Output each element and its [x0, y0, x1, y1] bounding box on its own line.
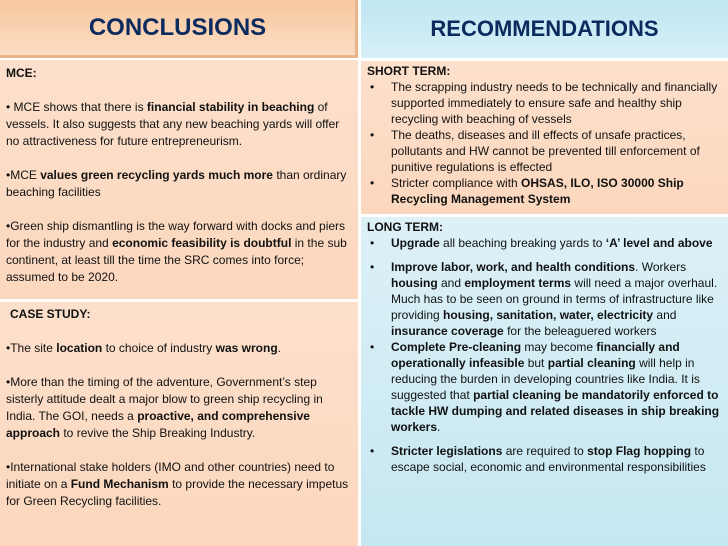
- conclusions-title: CONCLUSIONS: [88, 13, 267, 41]
- list-item: [367, 235, 722, 251]
- recommendations-header: [361, 0, 728, 58]
- case-study-panel: [0, 302, 358, 546]
- long-term-title: LONG TERM:: [367, 220, 443, 234]
- text: .: [437, 420, 441, 434]
- mce-point-2: [6, 167, 352, 201]
- text: will need a major overhaul. Much has to be seen on ground in terms of infrastructure like providing: [391, 276, 718, 322]
- emphasis: Stricter legislations: [391, 444, 503, 458]
- list-item: [367, 259, 722, 339]
- mce-title: MCE:: [6, 66, 37, 80]
- list-item: [367, 79, 722, 127]
- text: for the beleaguered workers: [503, 324, 657, 338]
- list-item: [367, 443, 722, 475]
- text: to provide the necessary impetus for Green Recycling facilities.: [6, 477, 349, 508]
- emphasis: Fund Mechanism: [70, 477, 169, 491]
- text: Stricter compliance with: [391, 176, 522, 190]
- list-item: [367, 175, 722, 207]
- text: . Workers: [635, 260, 687, 274]
- recommendations-title: RECOMMENDATIONS: [430, 16, 659, 41]
- text: to revive the Ship Breaking Industry.: [60, 426, 256, 440]
- emphasis: OHSAS, ILO, ISO 30000 Ship Recycling Management System: [391, 176, 684, 206]
- emphasis: housing, sanitation, water, electricity: [443, 308, 654, 322]
- text: of vessels. It also suggests that any new beaching yards will offer no attractiveness for future entrepreneurism.: [6, 100, 340, 148]
- case-point-2: [6, 374, 352, 442]
- long-term-panel: [361, 217, 728, 546]
- text: • MCE shows that there is: [6, 100, 147, 114]
- bullet: •: [370, 176, 375, 190]
- text: •The site: [6, 341, 57, 355]
- bullet: •: [370, 444, 375, 458]
- emphasis: employment terms: [464, 276, 572, 290]
- emphasis: partial cleaning: [547, 356, 636, 370]
- text: all beaching breaking yards to: [439, 236, 606, 250]
- emphasis: ‘A’ level and above: [605, 236, 713, 250]
- case-study-title: CASE STUDY:: [10, 307, 91, 321]
- emphasis: partial cleaning be mandatorily enforced to tackle HW dumping and related diseases in ship breaking workers: [391, 388, 720, 434]
- emphasis: values green recycling yards much more: [40, 168, 273, 182]
- bullet: •: [370, 340, 375, 354]
- emphasis: stop Flag hopping: [587, 444, 692, 458]
- emphasis: Upgrade: [391, 236, 440, 250]
- short-term-list: [367, 79, 722, 207]
- case-point-3: [6, 459, 352, 510]
- text: to escape social, economic and environmental responsibilities: [391, 444, 706, 474]
- mce-point-3: [6, 218, 352, 286]
- text: •More than the timing of the adventure, Government’s step sisterly attitude dealt a major blow to green ship recycling in India. The GOI, needs a: [6, 375, 323, 423]
- text: •Green ship dismantling is the way forward with docks and piers for the industry and: [6, 219, 346, 250]
- emphasis: economic feasibility is doubtful: [112, 236, 292, 250]
- text: .: [277, 341, 281, 355]
- list-item: [367, 127, 722, 175]
- emphasis: was wrong: [215, 341, 278, 355]
- mce-point-1: [6, 99, 352, 150]
- emphasis: financially and operationally infeasible: [391, 340, 680, 370]
- text: and: [653, 308, 677, 322]
- emphasis: Complete Pre-cleaning: [391, 340, 522, 354]
- bullet: •: [370, 236, 375, 250]
- text: may become: [521, 340, 597, 354]
- emphasis: location: [56, 341, 103, 355]
- long-term-list: [367, 235, 722, 475]
- text: and: [437, 276, 465, 290]
- text: than ordinary beaching facilities: [6, 168, 347, 199]
- bullet: •: [370, 260, 375, 274]
- case-point-1: [6, 340, 352, 357]
- text: are required to: [502, 444, 588, 458]
- conclusions-header: [0, 0, 358, 58]
- text: The deaths, diseases and ill effects of unsafe practices, pollutants and HW cannot be prevented till enforcement of punitive regulations is effected: [391, 128, 700, 174]
- text: but: [524, 356, 548, 370]
- short-term-title: SHORT TERM:: [367, 64, 451, 78]
- text: to choice of industry: [102, 341, 216, 355]
- emphasis: proactive, and comprehensive approach: [6, 409, 310, 440]
- text: will help in reducing the burden in developing countries like India. It is suggested that: [391, 356, 700, 402]
- bullet: •: [370, 80, 375, 94]
- mce-panel: [0, 60, 358, 299]
- text: •International stake holders (IMO and other countries) need to initiate on a: [6, 460, 335, 491]
- emphasis: financial stability in beaching: [146, 100, 315, 114]
- emphasis: Improve labor, work, and health conditions: [391, 260, 636, 274]
- bullet: •: [370, 128, 375, 142]
- text: •MCE: [6, 168, 41, 182]
- text: The scrapping industry needs to be technically and financially supported immediately to ensure safe and healthy ship recycling with beaching of vessels: [391, 80, 718, 126]
- text: in the sub continent, at least till the time the SRC comes into force; assumed to be 2020.: [6, 236, 347, 284]
- list-item: [367, 339, 722, 435]
- emphasis: insurance coverage: [391, 324, 504, 338]
- short-term-panel: [361, 61, 728, 214]
- emphasis: housing: [391, 276, 438, 290]
